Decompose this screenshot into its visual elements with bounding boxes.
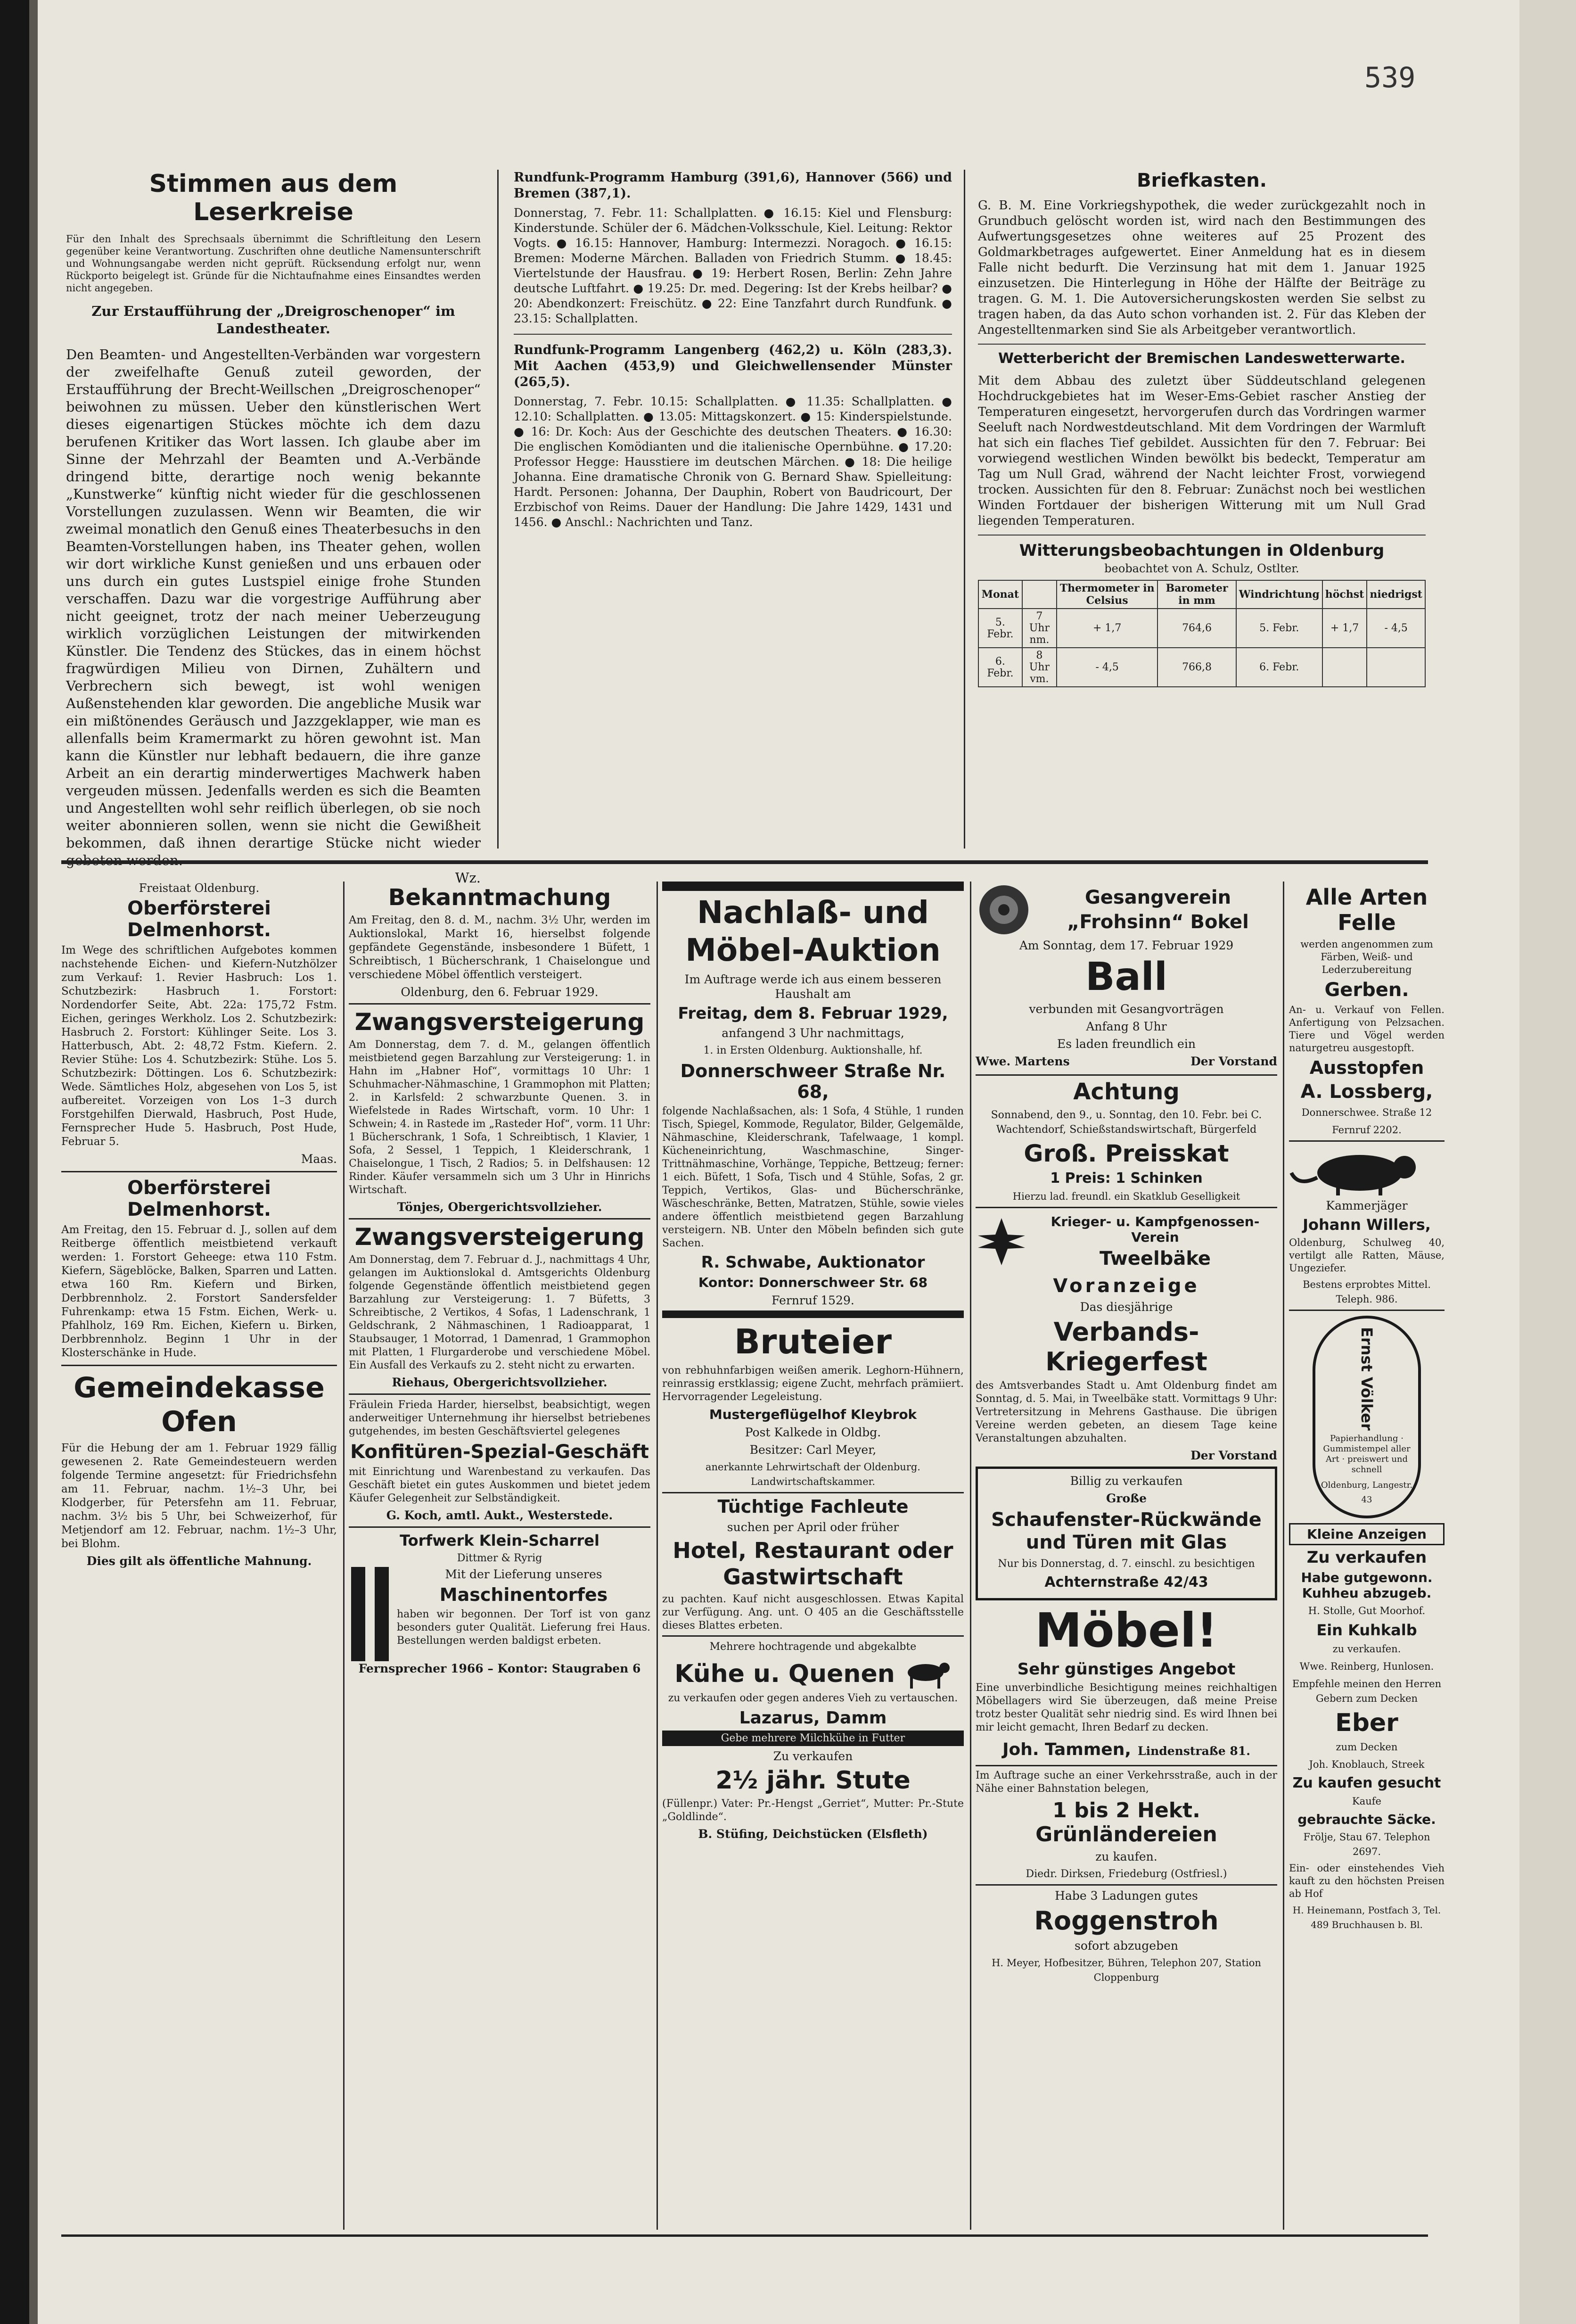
schaufenster-box (976, 1467, 1277, 1600)
schaufenster-addr: Achternstraße 42/43 (1044, 1574, 1208, 1591)
zwangsversteigerung-2-sig: Riehaus, Obergerichtsvollzieher. (392, 1376, 607, 1389)
bruteier-title: Bruteier (734, 1322, 892, 1361)
book-binding (0, 0, 29, 2324)
konfitueren-sig: G. Koch, amtl. Aukt., Westerstede. (386, 1508, 613, 1522)
ads-column-2 (349, 882, 650, 2230)
kuhkalb-sig: Wwe. Reinberg, Hunlosen. (1299, 1661, 1434, 1672)
weather-cell: 6. Febr. (1236, 648, 1322, 687)
moebel-sub: Sehr günstiges Angebot (1017, 1660, 1236, 1679)
zu-verkaufen-title: Zu verkaufen (1306, 1548, 1427, 1567)
weather-cell: - 4,5 (1057, 648, 1157, 687)
rundfunk-langenberg-text: Donnerstag, 7. Febr. 10.15: Schallplatten. ● 11.35: Schallplatten. ● 12.10: Schallplatten. ● 13.05: Mittagskonzert. ● 15: Kinderspielstunde. ● 16: Dr. Koch: Aus der Geschichte des deutschen Theaters. ● 16.30: Die englischen Komödianten und die italienische Opernbühne. ● 17.20: Professor Hegge: Hausstiere im deutschen Märchen. ● 18: Die heilige Johanna. Eine dramatische Chronik von G. Bernard Shaw. Spielleitung: Hardt. Personen: Johanna, Der Dauphin, Robert von Baudricourt, Der Erzbischof von Reims. Dauer der Handlung: Die Jahre 1429, 1431 und 1456. ● Anschl.: Nachrichten und Tanz. (514, 395, 952, 529)
gemeindekasse-footer: Dies gilt als öffentliche Mahnung. (86, 1554, 312, 1568)
kuhheu-sig: H. Stolle, Gut Moorhof. (1308, 1605, 1426, 1616)
rundfunk-hamburg-title: Rundfunk-Programm Hamburg (391,6), Hannover (566) und Bremen (387,1). (514, 170, 952, 201)
oberfoersterei-title: Oberförsterei Delmenhorst. (127, 898, 271, 941)
kuehe-text: zu verkaufen oder gegen anderes Vieh zu vertauschen. (668, 1692, 958, 1704)
verbands-sig: Der Vorstand (1190, 1449, 1277, 1462)
oberfoersterei-signature: Maas. (301, 1152, 337, 1166)
stute-top: Zu verkaufen (773, 1749, 853, 1763)
eber-sig: Joh. Knoblauch, Streek (1309, 1759, 1425, 1770)
empfehle: Empfehle meinen den Herren Gebern zum Decken (1292, 1678, 1442, 1704)
column-rule (1283, 882, 1284, 2230)
nachlass-intro: Im Auftrage werde ich aus einem besseren Haushalt am (684, 972, 942, 1001)
verbands-kriegerfest-title: Verbands-Kriegerfest (1045, 1317, 1207, 1376)
gesangverein-name: „Frohsinn“ Bokel (1067, 911, 1249, 933)
state-label: Freistaat Oldenburg. (139, 882, 260, 895)
iron-cross-icon (976, 1216, 1027, 1268)
weather-cell: + 1,7 (1057, 609, 1157, 648)
hotel-title: Hotel, Restaurant oder Gastwirtschaft (673, 1538, 953, 1590)
leserkreise-disclaimer: Für den Inhalt des Sprechsaals übernimmt die Schriftleitung den Lesern gegenüber keine Verantwortung. Zuschriften ohne deutliche Namensunterschrift und Wohnungsangabe werden nicht geprüft. Rücksendung erfolgt nur, wenn Rückporto beigelegt ist. Gründe für die Nichtaufnahme eines Einsandtes werden nicht angegeben. (66, 233, 481, 294)
page-edge (1519, 0, 1576, 2324)
kuhheu-ad: Habe gutgewonn. Kuhheu abzugeb. (1301, 1570, 1433, 1601)
saecke-pre: Kaufe (1352, 1796, 1381, 1807)
kuhkalb-text: zu verkaufen. (1332, 1643, 1401, 1655)
rundfunk-langenberg-title: Rundfunk-Programm Langenberg (462,2) u. Köln (283,3). Mit Aachen (453,9) und Gleichwellensender Münster (265,5). (514, 343, 952, 389)
weather-cell (1367, 648, 1425, 687)
lazarus-sub: Gebe mehrere Milchkühe in Futter (662, 1731, 964, 1746)
weather-cell: 5. Febr. (1236, 609, 1322, 648)
weather-cell: 7 Uhr nm. (1022, 609, 1057, 648)
oberfoersterei-2-title: Oberförsterei Delmenhorst. (127, 1177, 271, 1220)
weather-cell (1322, 648, 1367, 687)
kleine-anzeigen-title: Kleine Anzeigen (1289, 1523, 1445, 1545)
schwabe-addr: Kontor: Donnerschweer Str. 68 (698, 1275, 928, 1290)
weather-cell: 8 Uhr vm. (1022, 648, 1057, 687)
weather-cell: 766,8 (1157, 648, 1236, 687)
gerben-title: Gerben. (1324, 979, 1409, 1001)
weather-cell: 6. Febr. (978, 648, 1022, 687)
mustergefluegel-title: Mustergeflügelhof Kleybrok (709, 1407, 917, 1422)
gerben-text: An- u. Verkauf von Fellen. Anfertigung von Pelzsachen. Tiere und Vögel werden naturgetreu ausgestopft. (1289, 1004, 1445, 1054)
achtung-text: Sonnabend, den 9., u. Sonntag, den 10. Febr. bei C. Wachtendorf, Schießstandswirtschaft, Bürgerfeld (991, 1109, 1262, 1136)
konfitueren-text: mit Einrichtung und Warenbestand zu verkaufen. Das Geschäft bietet ein gutes Auskommen und bietet jedem Käufer Gelegenheit zur Selbständigkeit. (349, 1466, 650, 1504)
nachlass-time: anfangend 3 Uhr nachmittags, (722, 1026, 904, 1040)
moebel-title: Möbel! (1035, 1603, 1218, 1658)
bottom-rule (61, 2234, 1428, 2237)
kuehe-title: Kühe u. Quenen (674, 1660, 895, 1688)
zwangsversteigerung-sig: Tönjes, Obergerichtsvollzieher. (397, 1200, 602, 1214)
schwabe-name: R. Schwabe, Auktionator (701, 1253, 925, 1272)
ads-column-4 (976, 882, 1277, 2230)
zwangsversteigerung-2-text: Am Donnerstag, dem 7. Februar d. J., nachmittags 4 Uhr, gelangen im Auktionslokal d. Amtsgerichts Oldenburg folgende Gegenstände öffentlich meistbietend gegen Barzahlung zur Versteigerung: 1. 7 Büfetts, 3 Schreibtische, 2 Vertikos, 4 Sofas, 1 Ladenschrank, 1 Geldschrank, 2 Nähmaschinen, 1 Radioapparat, 1 Staubsauger, 1 Motorrad, 1 Damenrad, 1 Grammophon mit Platten, 1 Flurgarderobe und verschiedene Möbel. Ein Ausfall des Verkaufs zu 2. steht nicht zu erwarten. (349, 1254, 650, 1371)
roggen-top: Habe 3 Ladungen gutes (1055, 1889, 1198, 1903)
schwabe-tel: Fernruf 1529. (772, 1294, 854, 1307)
ball-vorstand: Der Vorstand (1190, 1055, 1277, 1068)
beobachtung-title: Witterungsbeobachtungen in Oldenburg (1019, 541, 1385, 560)
torfwerk-title: Torfwerk Klein-Scharrel (400, 1532, 599, 1549)
schaufenster-title: Schaufenster-Rückwände und Türen mit Glas (991, 1509, 1262, 1553)
wetter-title: Wetterbericht der Bremischen Landeswetterwarte. (998, 350, 1405, 367)
kammerjaeger: Kammerjäger (1326, 1199, 1408, 1212)
zwangsversteigerung-title: Zwangsversteigerung (354, 1008, 645, 1036)
kuehe-top: Mehrere hochtragende und abgekalbte (709, 1641, 917, 1653)
lossberg-name: A. Lossberg, (1300, 1081, 1433, 1103)
nachlass-place-pre: 1. in Ersten Oldenburg. Auktionshalle, hf. (703, 1045, 923, 1056)
gruenland-sig: Diedr. Dirksen, Friedeburg (Ostfriesl.) (1026, 1868, 1227, 1880)
gruenland-title: 1 bis 2 Hekt. Grünländereien (1035, 1798, 1217, 1846)
leserkreise-subtitle: Zur Erstaufführung der „Dreigroschenoper“ im Landestheater. (91, 303, 455, 337)
kuhkalb-title: Ein Kuhkalb (1316, 1621, 1417, 1639)
schaufenster-text: Nur bis Donnerstag, d. 7. einschl. zu besichtigen (998, 1558, 1255, 1570)
gruenland-text: zu kaufen. (1095, 1850, 1157, 1863)
torfwerk-footer: Fernsprecher 1966 – Kontor: Staugraben 6 (358, 1662, 641, 1675)
nachlass-place: Donnerschweer Straße Nr. 68, (680, 1061, 946, 1102)
lazarus-name: Lazarus, Damm (739, 1708, 887, 1728)
mustergefluegel-owner: Besitzer: Carl Meyer, (749, 1443, 877, 1457)
lossberg-tel: Fernruf 2202. (1332, 1124, 1402, 1136)
oberfoersterei-2-text: Am Freitag, den 15. Februar d. J., sollen auf dem Reitberge öffentlich meistbietend verkauft werden: 1. Forstort Geheege: etwa 110 Fstm. Kiefern, Sägeblöcke, Balken, Sparren und Latten. etwa 160 Rm. Kiefern und Birken, Derbbrennholz. 2. Forstort Sandersfelder Fuhrenkamp: etwa 15 Fstm. Eichen, Werk- u. Pfahlholz, 169 Rm. Eichen, Kiefern u. Birken, Derbbrennholz. Beginn 1 Uhr in der Klosterschänke in Hude. (61, 1224, 337, 1359)
fachleute-title: Tüchtige Fachleute (717, 1496, 909, 1517)
gemeindekasse-text: Für die Hebung der am 1. Februar 1929 fällig gewesenen 2. Rate Gemeindesteuern werden folgende Termine angesetzt: für Friedrichsfehn am 11. Februar, nachm. 1½–3 Uhr, bei Klodgerber, für Petersfehn am 11. Februar, nachm. 3½ bis 5 Uhr, bei Schweizerhof, für Metjendorf am 12. Februar, nachm. 1½–3 Uhr, bei Blohm. (61, 1442, 337, 1550)
weather-th: höchst (1322, 580, 1367, 609)
achtung-title: Achtung (1073, 1079, 1180, 1105)
leserkreise-text: Den Beamten- und Angestellten-Verbänden war vorgestern der zweifelhafte Genuß zuteil geworden, der Erstaufführung der Brecht-Weillschen „Dreigroschenoper“ beiwohnen zu müssen. Ueber den künstlerischen Wert dieses eigenartigen Stückes möchte ich dem dazu berufenen Kritiker das Wort lassen. Ich glaube aber im Sinne der Mehrzahl der Beamten und A.-Verbände dringend bitte, derartige noch wenig bekannte „Kunstwerke“ künftig nicht wieder für die geschlossenen Vorstellungen zuzulassen. Wenn wir Beamten, die wir zweimal monatlich den Genuß eines Theaterbesuchs in den Beamten-Vorstellungen haben, ins Theater gehen, wollen wir dort wirkliche Kunst genießen und uns erbauen oder uns durch ein gutes Lustspiel einige frohe Stunden verschaffen. Dazu war die vorgestrige Aufführung aber nicht geeignet, trotz der nach meiner Ueberzeugung wirklich vorzüglichen Leistungen der mitwirkenden Künstler. Die Tendenz des Stückes, das in einem höchst fragwürdigen Milieu von Dirnen, Zuhältern und Verbrechern sich bewegt, ist wohl wenigen Außenstehenden klar geworden. Die angebliche Musik war ein mißtönendes Geräusch und Jazzgeklapper, wie man es allenfalls beim Kramermarkt zu hören gewohnt ist. Man kann die Künstler nur lebhaft bedauern, die ihre ganze Arbeit an ein derartig minderwertiges Machwerk haben vergeuden müssen. Jedenfalls werden es sich die Beamten und Angestellten wohl sehr reiflich überlegen, ob sie noch weiter abonnieren sollen, wenn sie nicht die Gewißheit bekommen, daß ihnen derartige Stücke nicht wieder (66, 346, 481, 851)
weather-cell: - 4,5 (1367, 609, 1425, 648)
rundfunk-hamburg-text: Donnerstag, 7. Febr. 11: Schallplatten. ● 16.15: Kiel und Flensburg: Kinderstunde. Schüler der 6. Mädchen-Volksschule, Kiel. Leitung: Rektor Vogts. ● 16.15: Hannover, Hamburg: Intermezzi. Noragoch. ● 16.15: Bremen: Moderne Märchen. Balladen von Friedrich Stumm. ● 18.45: Viertelstunde der Hausfrau. ● 19: Herbert Rosen, Berlin: Zehn Jahre deutsche Luftfahrt. ● 19.25: Dr. med. Degering: Ist der Krebs heilbar? ● 20: Abendkonzert: Freischütz. ● 22: Eine Tanzfahrt durch Rundfunk. ● 23.15: Schallplatten. (514, 206, 952, 325)
ball-host: Wwe. Martens (976, 1055, 1070, 1068)
eber-text: zum Decken (1336, 1741, 1398, 1753)
bekanntmachung-title: Bekanntmachung (388, 884, 611, 911)
weather-row (978, 609, 1425, 648)
felle-text: werden angenommen zum Färben, Weiß- und Lederzubereitung (1300, 939, 1433, 975)
column-rule (970, 882, 971, 2230)
nachlass-text: folgende Nachlaßsachen, als: 1 Sofa, 4 Stühle, 1 runden Tisch, Spiegel, Kommode, Regulator, Bilder, Gelgemälde, Nähmaschine, Kleiderschrank, Tafelwaage, 1 kompl. Kücheneinrichtung, Waschmaschine, Singer-Trittnähmaschine, Vorhänge, Teppiche, Bettzeug; ferner: 1 eich. Büfett, 1 Sofa, Tisch und 4 Stühle, Sofas, 2 gr. Teppich, Vertikos, Glas- und Bücherschränke, Wäscheschränke, Betten, Matratzen, Stühle, sowie vieles andere öffentlich meistbietend gegen Barzahlung versteigern. NB. Unter den Möbeln befinden sich gute Sachen. (662, 1105, 964, 1249)
weather-table-header (978, 580, 1425, 609)
diesjaehrige: Das diesjährige (1080, 1300, 1173, 1314)
nachlass-title: Nachlaß- und Möbel-Auktion (685, 894, 941, 968)
ball-time: Anfang 8 Uhr (1086, 1020, 1167, 1033)
weather-th (1022, 580, 1057, 609)
preisskat-prize: 1 Preis: 1 Schinken (1050, 1170, 1203, 1187)
mustergefluegel-anerk: anerkannte Lehrwirtschaft der Oldenburg. Landwirtschaftskammer. (706, 1461, 920, 1487)
ankauf-text: Ein- oder einstehendes Vieh kauft zu den höchsten Preisen ab Hof (1289, 1862, 1445, 1899)
ads-column-3 (662, 882, 964, 2230)
wetter-text: Mit dem Abbau des zuletzt über Süddeutschland gelegenen Hochdruckgebietes hat im Weser-Ems-Gebiet rascher Anstieg der Temperaturen eingesetzt, hervorgerufen durch das Vordringen warmer Seeluft nach Nordwestdeutschland. Mit dem Vordringen der Warmluft hat sich ein flaches Tief gebildet. Aussichten für den 7. Februar: Bei vorwiegend westlichen Winden bewölkt bis bedeckt, Temperatur am Tag um Null Grad, während der Nacht leichter Frost, vorwiegend trocken. Aussichten für den 8. Februar: Zunächst noch bei westlichen Winden Fortdauer der bisherigen Witterung mit um Null Grad liegenden Temperaturen. (978, 374, 1426, 528)
gesangverein-date: Am Sonntag, dem 17. Februar 1929 (1019, 939, 1234, 952)
krieger-title: Krieger- u. Kampfgenossen-Verein (1051, 1214, 1260, 1245)
verbands-text: des Amtsverbandes Stadt u. Amt Oldenburg findet am Sonntag, d. 5. Mai, in Tweelbäke statt. Vormittags 9 Uhr: Vertretersitzung in Mehrens Gasthause. Die übrigen Vereine werden gebeten, an diesem Tage keine Veranstaltungen abzuhalten. (976, 1380, 1277, 1444)
torfwerk-big: Maschinentorfes (439, 1584, 608, 1605)
willers-name: Johann Willers, (1303, 1216, 1431, 1234)
voranzeige: Voranzeige (1053, 1275, 1200, 1297)
weather-th: Barometer in mm (1157, 580, 1236, 609)
ball-title: Ball (1085, 955, 1168, 999)
bekanntmachung-text: Am Freitag, den 8. d. M., nachm. 3½ Uhr, werden im Auktionslokal, Markt 16, hierselbst folgende gepfändete Gegenstände, insbesondere 1 Büfett, 1 Schreibtisch, 1 Bücherschrank, 1 Chaiselongue und verschiedene Möbel öffentlich versteigert. (349, 914, 650, 981)
preisskat-sub: Hierzu lad. freundl. ein Skatklub Geselligkeit (1012, 1191, 1240, 1202)
oberfoersterei-text: Im Wege des schriftlichen Aufgebotes kommen nachstehende Eichen- und Kiefern-Nutzhölzer zum Verkauf: 1. Revier Hasbruch: Los 1. Schutzbezirk: Hasbruch 1. Forstort: Nordendorfer Seite, Abt. 22a: 175,72 Fstm. Eichen, geringes Werkholz. Los 2. Schutzbezirk: Hasbruch 2. Forstort: Kühlinger Seite. Los 3. Hatterbusch, Abt. 2: 48,72 Fstm. Kiefern. 2. Revier Stühe: Los 4. Schutzbezirk: Stühe. Los 5. Schutzbezirk: Döttingen. Los 6. Schutzbezirk: Wede. Sämtliches Holz, abgesehen von Los 5, ist aufbereitet. Vorzeigen von Los 1–3 durch Forstgehilfen Dierwald, Hasbruch, Post Hude, Fernsprecher Hude 5. Hasbruch, Post Hude, Februar 5. (61, 944, 337, 1148)
eber-title: Eber (1335, 1709, 1398, 1737)
leserkreise-column (66, 170, 481, 886)
column-rule (497, 170, 499, 849)
weather-cell: 764,6 (1157, 609, 1236, 648)
mustergefluegel-post: Post Kalkede in Oldbg. (745, 1426, 881, 1439)
weather-th: Thermometer in Celsius (1057, 580, 1157, 609)
grosse: Große (1106, 1492, 1147, 1505)
tammen-addr: Lindenstraße 81. (1138, 1744, 1250, 1758)
ankauf-sig: H. Heinemann, Postfach 3, Tel. 489 Bruchhausen b. Bl. (1292, 1904, 1441, 1930)
zwangsversteigerung-2-title: Zwangsversteigerung (354, 1223, 645, 1251)
rundfunk-column (514, 170, 952, 844)
lossberg-addr: Donnerschwee. Straße 12 (1301, 1107, 1432, 1118)
saecke-sig: Frölje, Stau 67. Telephon 2697. (1303, 1831, 1430, 1857)
bruteier-text: von rebhuhnfarbigen weißen amerik. Leghorn-Hühnern, reinrassig erstklassig; eigene Zucht, mehrfach prämiiert. Hervorragender Legeleistung. (662, 1365, 964, 1403)
krieger-name: Tweelbäke (1099, 1248, 1211, 1269)
binding-shadow (29, 0, 38, 2324)
moebel-text: Eine unverbindliche Besichtigung meines reichhaltigen Möbellagers wird Sie überzeugen, daß meine Preise trotz bester Qualität sehr niedrig sind. Es wird Ihnen bei mir leicht gemacht, Ihren Bedarf zu decken. (976, 1682, 1277, 1733)
zwangsversteigerung-text: Am Donnerstag, dem 7. d. M., gelangen öffentlich meistbietend gegen Barzahlung zur Versteigerung: 1. in Hahn im „Habner Hof“, vormittags 10 Uhr: 1 Schuhmacher-Nähmaschine, 1 Grammophon mit Platten; 2. in Karlsfeld: 2 schwarzbunte Quenen. 3. in Wiefelstede in Rades Wirtschaft, vorm. 10 Uhr: 1 Schwein; 4. in Rastede im „Rasteder Hof“, vorm. 11 Uhr: 1 Bücherschrank, 1 Sofa, 1 Schreibtisch, 1 Klavier, 1 Sofa, 2 Sessel, 1 Teppich, 1 Kleiderschrank, 1 Chaiselongue, 1 Tisch, 2 Radios; 5. in Delfshausen: 12 Rinder. Käufer versammeln sich um 3 Uhr in Hinrichs Wirtschaft. (349, 1039, 650, 1196)
stamp-name: Ernst Völker (1358, 1327, 1376, 1431)
willers-foot: Bestens erprobtes Mittel. Teleph. 986. (1303, 1279, 1431, 1305)
gesucht-title: Zu kaufen gesucht (1292, 1775, 1441, 1791)
gesangverein-title: Gesangverein (1084, 887, 1231, 908)
cow-icon (900, 1657, 952, 1690)
konfitueren-title: Konfitüren-Spezial-Geschäft (350, 1441, 649, 1463)
ads-column-1 (61, 882, 337, 2230)
roggen-sig: H. Meyer, Hofbesitzer, Bühren, Telephon 207, Station Cloppenburg (992, 1957, 1261, 1983)
nachlass-date: Freitag, dem 8. Februar 1929, (678, 1004, 948, 1023)
fachleute-sub: suchen per April oder früher (727, 1520, 899, 1534)
torfwerk-logo-icon (349, 1567, 391, 1661)
leserkreise-signature: Wz. (455, 870, 481, 886)
billig: Billig zu verkaufen (1070, 1474, 1183, 1488)
column-rule (657, 882, 658, 2230)
roggenstroh-title: Roggenstroh (1034, 1906, 1219, 1936)
stute-text: (Füllenpr.) Vater: Pr.-Hengst „Gerriet“, Mutter: Pr.-Stute „Goldlinde“. (662, 1798, 964, 1823)
weather-cell: 5. Febr. (978, 609, 1022, 648)
felle-title: Alle Arten Felle (1305, 884, 1428, 935)
briefkasten-column (978, 170, 1426, 844)
stute-title: 2½ jähr. Stute (715, 1766, 911, 1795)
torfwerk-text1: Mit der Lieferung unseres (445, 1567, 602, 1581)
weather-th: Monat (978, 580, 1022, 609)
rat-icon (1289, 1145, 1435, 1196)
stamp-city: Oldenburg, Langestr. 43 (1321, 1480, 1413, 1505)
weather-row (978, 648, 1425, 687)
ausstopfen-title: Ausstopfen (1309, 1057, 1424, 1078)
ads-column-5 (1289, 882, 1445, 2230)
roggen-text: sofort abzugeben (1074, 1939, 1178, 1953)
hotel-text: zu pachten. Kauf nicht ausgeschlossen. Etwas Kapital zur Verfügung. Ang. unt. O 405 an die Geschäftsstelle dieses Blattes erbeten. (662, 1593, 964, 1632)
briefkasten-title: Briefkasten. (1137, 170, 1267, 191)
leserkreise-title: Stimmen aus dem Leserkreise (149, 170, 398, 226)
gemeindekasse-title: Gemeindekasse Ofen (74, 1371, 325, 1438)
column-rule (964, 170, 965, 849)
tammen-name: Joh. Tammen, (1002, 1740, 1131, 1759)
weather-cell: + 1,7 (1322, 609, 1367, 648)
beobachtung-subtitle: beobachtet von A. Schulz, Ostlter. (1104, 562, 1299, 575)
ball-text: verbunden mit Gesangvorträgen (1029, 1002, 1224, 1016)
page-number: 539 (1364, 61, 1416, 94)
weather-th: niedrigst (1367, 580, 1425, 609)
column-rule (343, 882, 345, 2230)
preisskat-title: Groß. Preisskat (1024, 1140, 1229, 1167)
torfwerk-text2: haben wir begonnen. Der Torf ist von ganz besonders guter Qualität. Lieferung frei Haus. Bestellungen werden baldigst erbeten. (397, 1608, 650, 1647)
gruenland-intro: Im Auftrage suche an einer Verkehrsstraße, auch in der Nähe einer Bahnstation belegen, (976, 1770, 1277, 1795)
saecke-title: gebrauchte Säcke. (1297, 1812, 1436, 1827)
konfitueren-intro: Fräulein Frieda Harder, hierselbst, beabsichtigt, wegen anderweitiger Unternehmung ihr hierselbst betriebenes gutgehendes, im besten Geschäftsviertel gelegenes (349, 1399, 650, 1437)
bekanntmachung-sig: Oldenburg, den 6. Februar 1929. (401, 985, 599, 999)
section-divider (61, 860, 1428, 864)
weather-table (978, 580, 1426, 687)
torfwerk-sub: Dittmer & Ryrig (457, 1552, 542, 1564)
ball-invite: Es laden freundlich ein (1057, 1037, 1196, 1051)
stamp-ad (1313, 1316, 1421, 1518)
stute-sig: B. Stüfing, Deichstücken (Elsfleth) (698, 1827, 928, 1841)
willers-text: Oldenburg, Schulweg 40, vertilgt alle Ratten, Mäuse, Ungeziefer. (1289, 1237, 1445, 1274)
stamp-text: Papierhandlung · Gummistempel aller Art · preiswert und schnell (1323, 1433, 1411, 1475)
weather-th: Windrichtung (1236, 580, 1322, 609)
choir-emblem-icon (976, 882, 1032, 938)
briefkasten-text: G. B. M. Eine Vorkriegshypothek, die weder zurückgezahlt noch in Grundbuch gelöscht worden ist, wird nach den Bestimmungen des Aufwertungsgesetzes ohne weiteres auf 25 Prozent des Goldmarkbetrages aufgewertet. Einer Anmeldung hat es in diesem Falle nicht bedurft. Die Verzinsung hat mit dem 1. Januar 1925 einzusetzen. Die Hinterlegung in Höhe der Hälfte der Beiträge zu tragen. G. M. 1. Die Autoversicherungskosten werden Sie selbst zu tragen haben, da das Auto schon vorhanden ist. 2. Für das Kleben der Angestelltenmarken sind Sie als Arbeitgeber verantwortlich. (978, 198, 1426, 337)
